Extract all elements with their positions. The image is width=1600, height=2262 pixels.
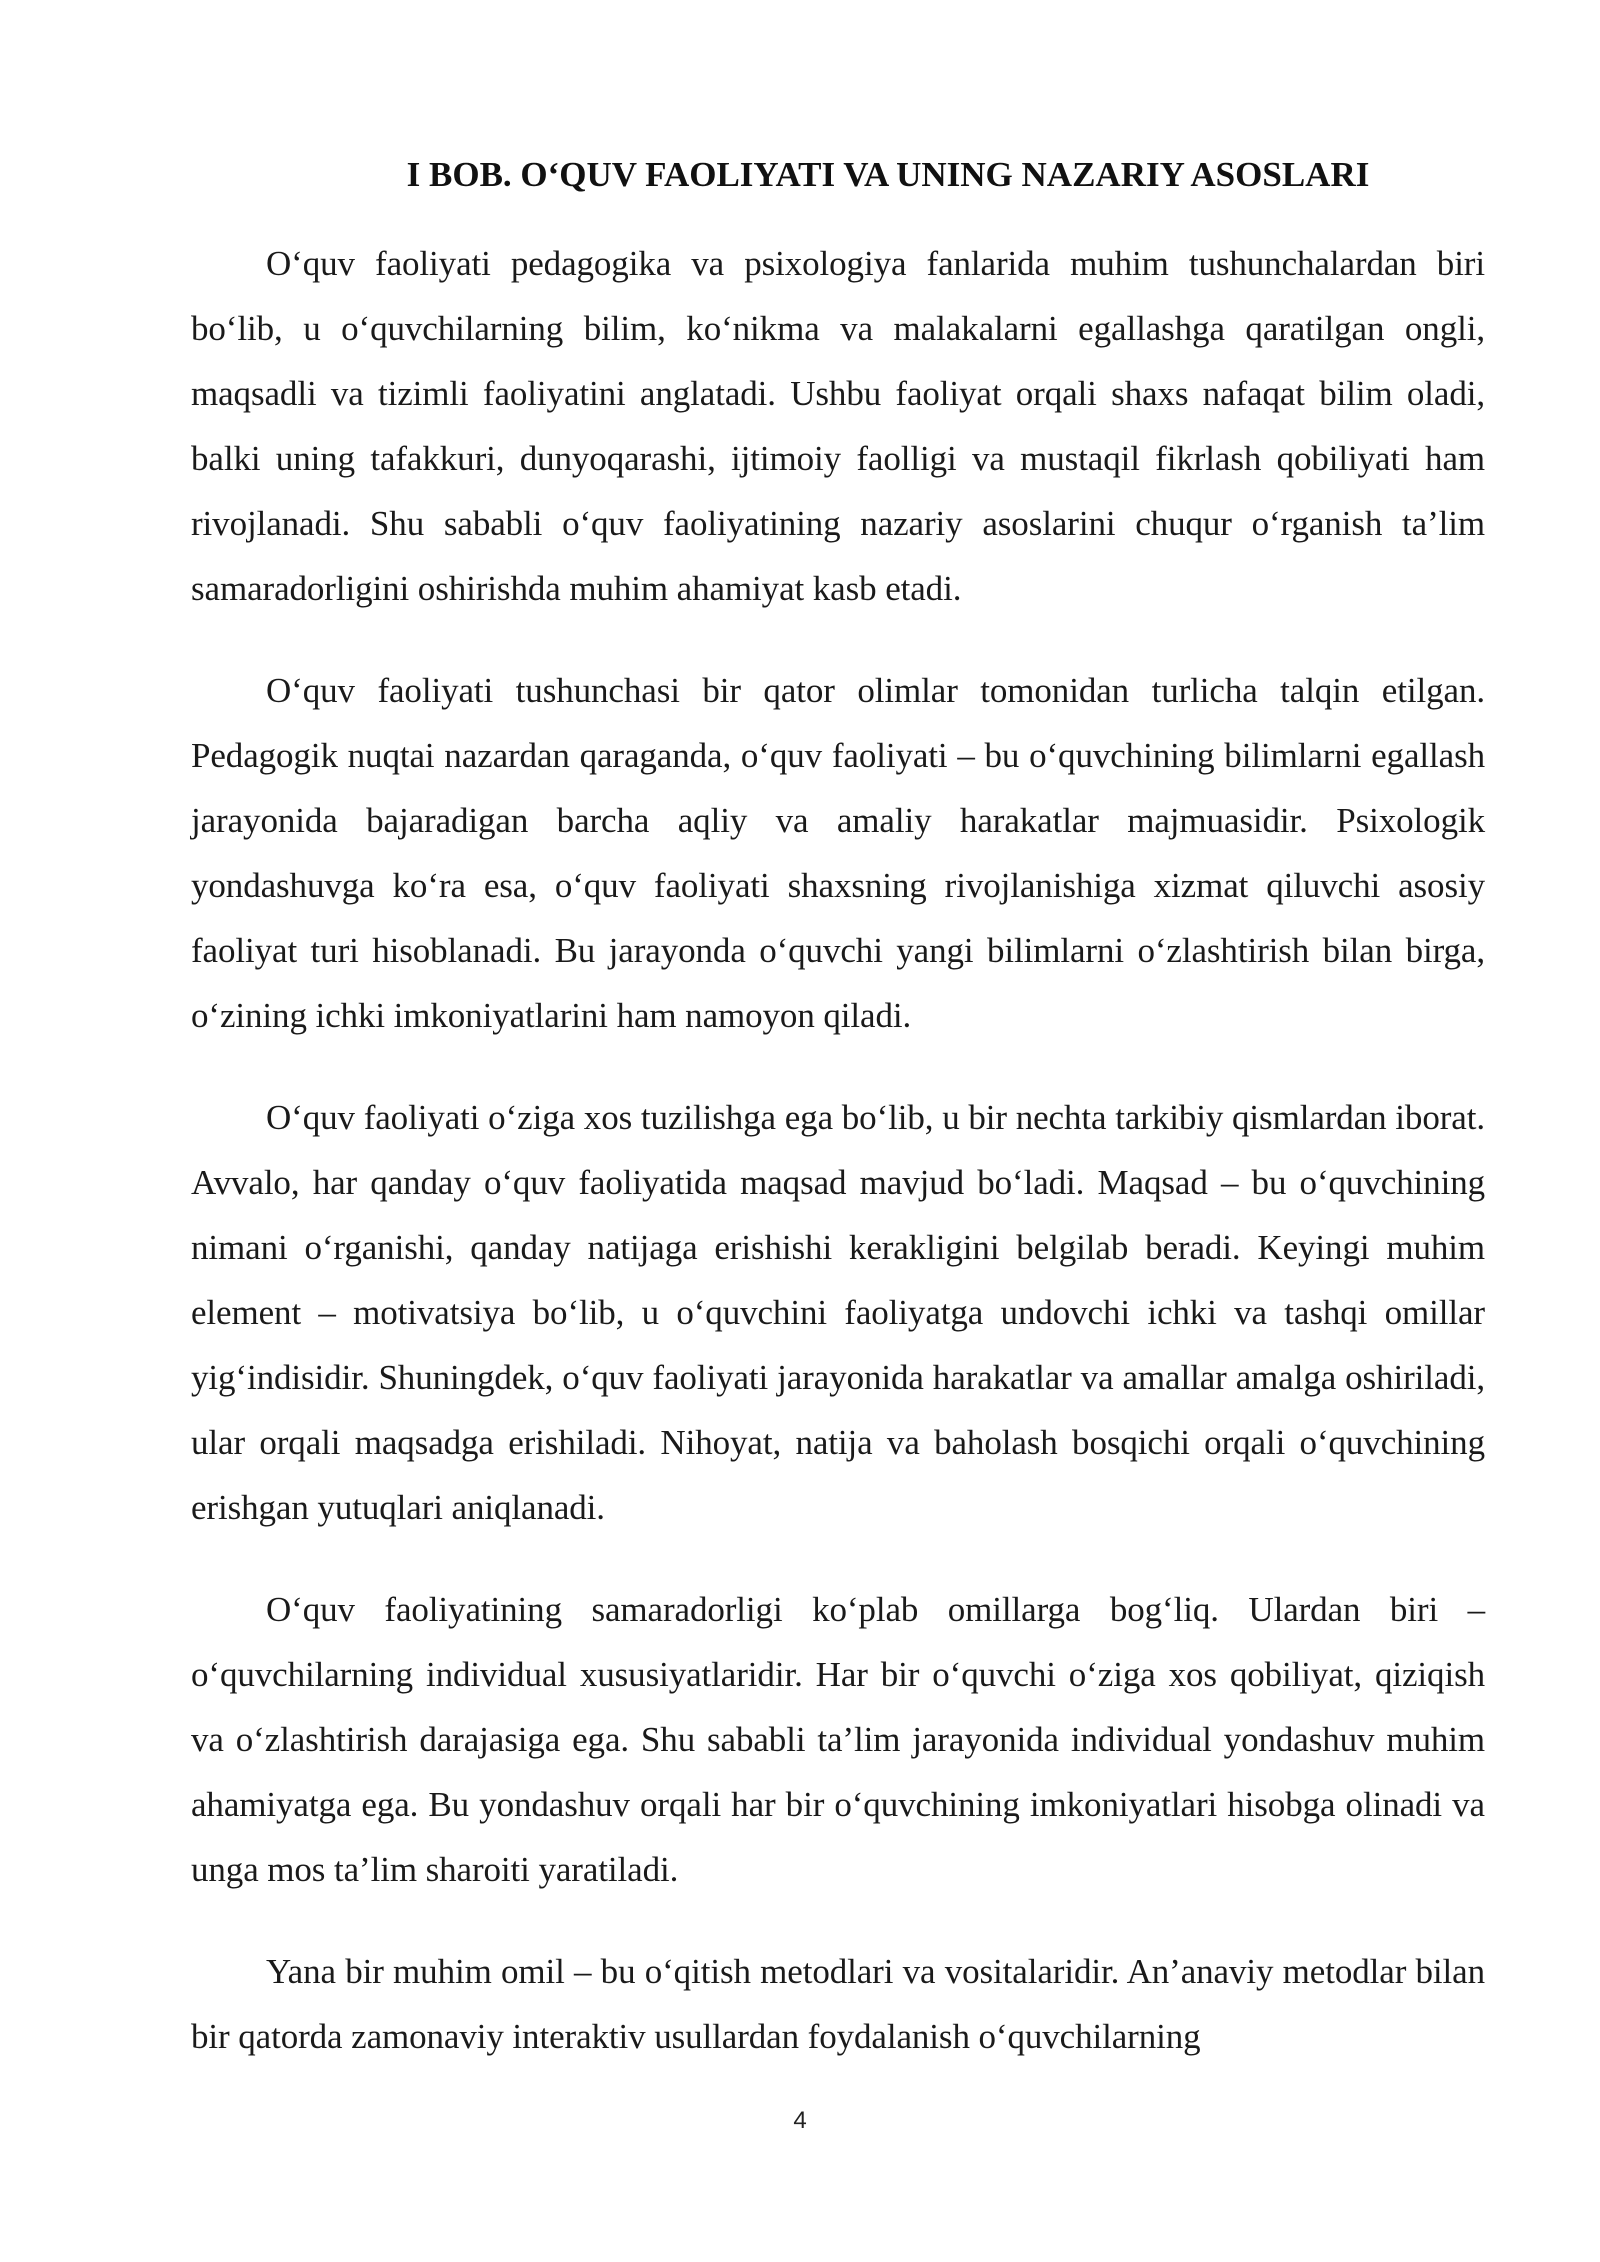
page-number: 4 xyxy=(793,2107,807,2134)
paragraph-1: O‘quv faoliyati pedagogika va psixologiya fanlarida muhim tushunchalardan biri bo‘lib, u o‘quvchilarning bilim, ko‘nikma va malakalarni egallashga qaratilgan ongli, maqsadli va tizimli faoliyatini anglatadi. Ushbu faoliyat orqali shaxs nafaqat bilim oladi, balki uning tafakkuri, dunyoqarashi, ijtimoiy faolligi va mustaqil fikrlash qobiliyati ham rivojlanadi. Shu sababli o‘quv faoliyatining nazariy asoslarini chuqur o‘rganish ta’lim samaradorligini oshirishda muhim ahamiyat kasb etadi. xyxy=(191,244,1485,608)
paragraph-2: O‘quv faoliyati tushunchasi bir qator olimlar tomonidan turlicha talqin etilgan. Pedagogik nuqtai nazardan qaraganda, o‘quv faoliyati – bu o‘quvchining bilimlarni egallash jarayonida bajaradigan barcha aqliy va amaliy harakatlar majmuasidir. Psixologik yondashuvga ko‘ra esa, o‘quv faoliyati shaxsning rivojlanishiga xizmat qiluvchi asosiy faoliyat turi hisoblanadi. Bu jarayonda o‘quvchi yangi bilimlarni o‘zlashtirish bilan birga, o‘zining ichki imkoniyatlarini ham namoyon qiladi. xyxy=(191,671,1485,1035)
chapter-title: I BOB. O‘QUV FAOLIYATI VA UNING NAZARIY ASOSLARI xyxy=(406,155,1370,194)
page-content xyxy=(191,152,1485,2106)
paragraph-3: O‘quv faoliyati o‘ziga xos tuzilishga ega bo‘lib, u bir nechta tarkibiy qismlardan iborat. Avvalo, har qanday o‘quv faoliyatida maqsad mavjud bo‘ladi. Maqsad – bu o‘quvchining nimani o‘rganishi, qanday natijaga erishishi kerakligini belgilab beradi. Keyingi muhim element – motivatsiya bo‘lib, u o‘quvchini faoliyatga undovchi ichki va tashqi omillar yig‘indisidir. Shuningdek, o‘quv faoliyati jarayonida harakatlar va amallar amalga oshiriladi, ular orqali maqsadga erishiladi. Nihoyat, natija va baholash bosqichi orqali o‘quvchining erishgan yutuqlari aniqlanadi. xyxy=(191,1098,1485,1527)
paragraph-5: Yana bir muhim omil – bu o‘qitish metodlari va vositalaridir. An’anaviy metodlar bilan bir qatorda zamonaviy interaktiv usullardan foydalanish o‘quvchilarning xyxy=(191,1952,1485,2056)
paragraph-4: O‘quv faoliyatining samaradorligi ko‘plab omillarga bog‘liq. Ulardan biri – o‘quvchilarning individual xususiyatlaridir. Har bir o‘quvchi o‘ziga xos qobiliyat, qiziqish va o‘zlashtirish darajasiga ega. Shu sababli ta’lim jarayonida individual yondashuv muhim ahamiyatga ega. Bu yondashuv orqali har bir o‘quvchining imkoniyatlari hisobga olinadi va unga mos ta’lim sharoiti yaratiladi. xyxy=(191,1590,1485,1889)
